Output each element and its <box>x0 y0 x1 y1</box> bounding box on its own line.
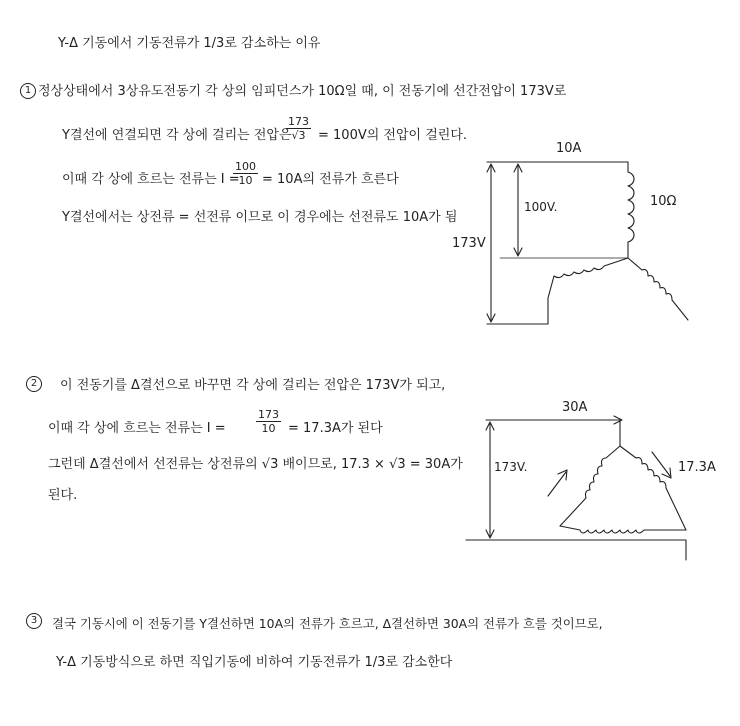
wye-line-current-label: 10A <box>556 141 582 156</box>
delta-coil-right <box>620 446 686 530</box>
phase-current-arrow-left <box>548 472 566 496</box>
section-1-line-3-pre: 이때 각 상에 흐르는 전류는 I = <box>62 172 240 187</box>
delta-coil-bottom <box>560 526 686 533</box>
section-1-line-4: Y결선에서는 상전류 = 선전류 이므로 이 경우에는 선전류도 10A가 됨 <box>62 210 458 225</box>
section-3-line-2: Y-Δ 기동방식으로 하면 직입기동에 비하여 기동전류가 1/3로 감소한다 <box>56 655 453 670</box>
delta-line-current-label: 30A <box>562 400 588 415</box>
wye-impedance-label: 10Ω <box>650 194 677 209</box>
fraction-denominator: 10 <box>238 174 253 187</box>
arrowhead <box>662 468 671 478</box>
section-1-line-2-pre: Y결선에 연결되면 각 상에 걸리는 전압은 <box>62 128 292 143</box>
section-1-marker: 1 <box>20 83 36 99</box>
fraction-denominator: √3 <box>291 129 306 142</box>
section-1-line-2-post: = 100V의 전압이 걸린다. <box>318 128 468 143</box>
phase-coil-vertical <box>628 172 634 258</box>
line-conductor-top <box>487 162 628 172</box>
section-3-line-1: 결국 기동시에 이 전동기를 Y결선하면 10A의 전류가 흐르고, Δ결선하면 30A의 전류가 흐를 것이므로, <box>52 616 603 631</box>
section-3-marker: 3 <box>26 613 42 629</box>
section-1-line-3-post: = 10A의 전류가 흐른다 <box>262 172 399 187</box>
section-2-line-2-pre: 이때 각 상에 흐르는 전류는 I = <box>48 421 226 436</box>
section-2-line-2-post: = 17.3A가 된다 <box>288 421 383 436</box>
delta-phase-current-label: 17.3A <box>678 460 716 475</box>
phase-coil-right <box>628 258 688 320</box>
section-2-marker: 2 <box>26 376 42 392</box>
delta-line-bottom <box>466 540 686 560</box>
wye-phase-voltage-label: 100V. <box>524 200 558 214</box>
phase-current-arrow-right <box>652 452 670 476</box>
section-2-line-3: 그런데 Δ결선에서 선전류는 상전류의 √3 배이므로, 17.3 × √3 = 30A가 <box>48 457 463 472</box>
delta-line-voltage-label: 173V. <box>494 460 528 474</box>
wye-line-voltage-label: 173V <box>452 236 486 251</box>
phase-coil-left <box>548 258 628 324</box>
section-1-line-1: 정상상태에서 3상유도전동기 각 상의 임피던스가 10Ω일 때, 이 전동기에 선간전압이 173V로 <box>38 84 567 99</box>
section-2-line-4: 된다. <box>48 488 78 503</box>
delta-coil-left <box>560 446 620 526</box>
section-2-line-1: 이 전동기를 Δ결선으로 바꾸면 각 상에 걸리는 전압은 173V가 되고, <box>60 378 446 393</box>
arrowhead <box>558 470 567 480</box>
fraction-denominator: 10 <box>261 422 276 435</box>
fraction-numerator: 173 <box>258 408 279 421</box>
fraction-numerator: 173 <box>288 115 309 128</box>
fraction-numerator: 100 <box>235 160 256 173</box>
page-title: Y-Δ 기동에서 기동전류가 1/3로 감소하는 이유 <box>58 36 321 51</box>
